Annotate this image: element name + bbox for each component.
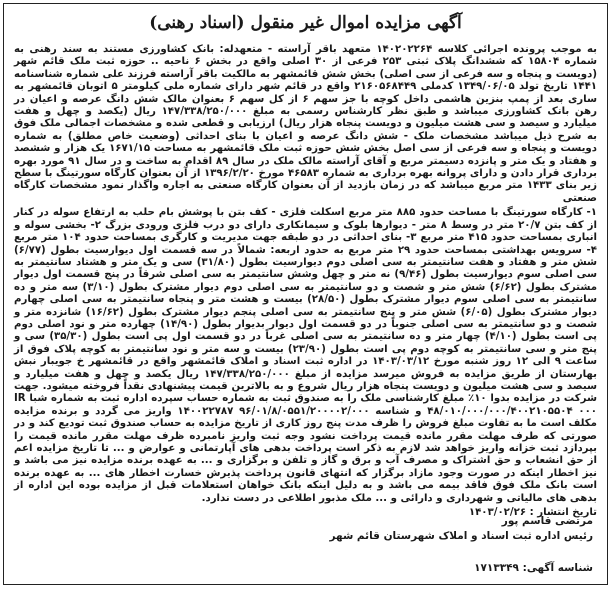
- publish-date: تاریخ انتشار : ۱۴۰۳/۰۲/۲۶: [468, 507, 597, 519]
- notice-title: آگهی مزایده اموال غیر منقول (اسناد رهنی): [149, 13, 462, 33]
- notice-paragraph-1: به موجب پرونده اجرائی کلاسه ۱۴۰۲۰۲۲۶۴ متعهد باقر آراسته - متعهدله: بانک کشاورزی مستند به سند رهنی به شماره ۱۵۸۰۴ که ششدانگ پلاک ثبتی ۲۵۳ فرعی از ۳۰ اصلی واقع در بخش ۶ ناحیه .. حوزه ثبت ملک قائم شهر (دویست و پنجاه و سه فرعی از سی اصلی) بخش شش قائمشهر به مالکیت باقر آراسته فرزند علی شماره شناسنامه ۱۴۴۱ تاریخ تولد ۱۳۴۹/۰۶/۰۵ کدملی ۲۱۶۰۵۶۸۴۴۹ واقع در قائم شهر دارای شماره ملی کیلومتر ۵ اتوبان قائمشهر به ساری بعد از پمپ بنزین هاشمی داخل کوچه با جز سهم ۶ از کل سهم ۶ بعنوان مالک شش دانگ عرصه و اعیان در رهن بانک کشاورزی میباشد و طبق نظر کارشناس رسمی به مبلغ ۱۴۷/۳۳۸/۲۵۰/۰۰۰ ریال (یکصد و چهل و هفت میلیارد و سیصد و سی هشت میلیون و دویست پنجاه هزار ریال) ارزیابی و قطعی شده و مشخصات اجمالی ملک فوق به شرح ذیل میباشد مشخصات ملک - شش دانگ عرصه و اعیان با بنای احداثی (وضعیت خاص مطلق) به شماره دویست و پنجاه و سه فرعی از سی اصل بخش شش حوزه ثبت ملک قائمشهر به مساحت ۱۶۷۱/۱۵ یک هزار و ششصد و هفتاد و یک متر و پانزده دسیمتر مربع و آقای آراسته مالک ملک در سال ۸۹ اقدام به ساخت و در سال ۹۱ مورد بهره برداری قرار دادن و دارای پروانه بهره برداری به شماره ۴۶۵۸۳ مورخ ۱۳۹۶/۲/۲۰ از آن بعنوان کارگاه سورتینگ با سطح زیر بنای ۱۴۳۳ متر مربع میباشد که در زمان بازدید از آن بعنوان کارگاه صنعتی به اجاره واگذار نمود مشخصات کارگاه صنعتی: [14, 44, 598, 204]
- notice-paragraph-2: ۱- کارگاه سورتینگ با مساحت حدود ۸۸۵ متر مربع اسکلت فلزی - کف بتن با پوشش بام حلب به ارتفاع سوله در کنار از کف بتن ۲۰/۷ متر در وسط ۸ متر - دیوارها بلوک و سیمانکاری دارای دو درب فلزی ورودی بزرگ ۲- بخشی سوله و انباری بمساحت حدود ۴۱۵ متر مربع ۳- بنای احداثی در دو طبقه جهت مدیریت و کارگری بمساحت حدود ۱۰۴ متر مربع ۴- سرویس بهداشتی بمساحت حدود ۲۹ متر مربع به حدود اربعه: شمالاً در سه قسمت اول دیوارسیت بطول (۶/۷۷) شش متر و هفتاد و هفت سانتیمتر به سی اصلی دوم دیوارسیت بطول (۳۱/۸۰) سی و یک متر و هشتاد سانتیمتر به سی اصلی سوم دیوارسیت بطول (۹/۴۶) نه متر و چهل وشش سانتیمتر به سی اصلی شرقاً در پنج قسمت اول دیوار مشترک بطول (۶/۶۲) شش متر و شصت و دو سانتیمتر به سی اصلی دوم دیوار مشترک بطول (۳/۱۰) سه متر و ده سانتیمتر به سی اصلی سوم دیوار مشترک بطول (۲۸/۵۰) بیست و هشت متر و پنجاه سانتیمتر به سی اصلی چهارم دیوار مشترک بطول (۶/۰۵) شش متر و پنج سانتیمتر به سی اصلی پنجم دیوار مشترک بطول (۱۶/۶۲) شانزده متر و شصت و دو سانتیمتر به سی اصلی جنوباً در دو قسمت اول دیوار بدیوار بطول (۱۴/۹۰) چهارده متر و نود اصلی دوم پی است بطول (۴/۱۰) چهار متر و ده سانتیمتر به سی اصلی غرباً در دو قسمت اول پی است بطول (۳۵/۳۰) سی و پنج متر و سی سانتیمتر به کوچه دوم پی است بطول (۲۳/۹۰) بیست و سه متر و نود سانتیمتر به کوچه پلاک فوق از ساعت ۹ الی ۱۲ روز شنبه مورخ ۱۴۰۳/۰۳/۱۲ در اداره ثبت اسناد و املاک قائمشهر واقع در قائمشهر خ جویبار نبش بهارستان از طریق مزایده به فروش میرسد مزایده از مبلغ ۱۴۷/۳۳۸/۲۵۰/۰۰۰ ریال یکصد و چهل و هفت میلیارد و سیصد و سی هشت میلیون و دویست پنجاه هزار ریال شروع و به بالاترین قیمت پیشنهادی نقداً فروخته میشود. جهت شرکت در مزایده بدوا ۱۰٪ مبلغ کارشناسی ملک را به صندوق ثبت به شماره حساب سپرده اداره ثبت به شماره شبا IR ۴۸/۰۱۰/۰۰۰/۰۰۰/۴۰۰۲۱۰۵۵۰۴ ۰۰۰ و شناسه ۹۶/۰۱/۸/۰۵۵۱/۲۰۰۰۰۲/۰۰۰ ۱۴۰۰۲۲۷۸۷ واریز می گردد و برنده مزایده مکلف است ما به تفاوت مبلغ فروش را ظرف مدت پنج روز کاری از تاریخ مزایده به حساب صندوق ثبت تودیع کند و در صورتی که طرف مهلت مقرر مانده قیمت پرداخت نشود وجه ثبت واریز نامبرده ظرف مهلت مقرر مانده قیمت را بپردازد ثبت خزانه واریز خواهد شد لازم به ذکر است پرداخت بدهی های آپارتمانی و عوارض و ... تا تاریخ مزایده اعم از حق انشعاب و حق اشتراک و مصرف آب و برق و گاز و تلفن و برگزاری و ... به عهده برنده مزایده نیز می باشد و نیز اخطار اینکه در صورت وجود مازاد برگزار که انتهای قانون پرداخت پذیرش خسارت اخطار های ... به عهده برنده است بانک ملک فوق فاقد بیمه می باشد و به دلیل اینکه بانک خواهان استعلامات قبل از مزایده بوده این اداره از بدهی های مالیاتی و شهرداری و دارائی و ... ملک مذبور اطلاعی در دست ندارد.: [14, 207, 598, 504]
- signature-block: [329, 514, 593, 544]
- signer-title: رئیس اداره ثبت اسناد و املاک شهرستان قائم شهر: [329, 530, 593, 542]
- notice-frame: [3, 3, 608, 585]
- notice-body: [4, 44, 607, 519]
- notice-serial: شناسه آگهی: ۱۷۱۳۳۴۹: [474, 562, 593, 574]
- signer-name: مرتضی قاسم پور: [501, 515, 593, 527]
